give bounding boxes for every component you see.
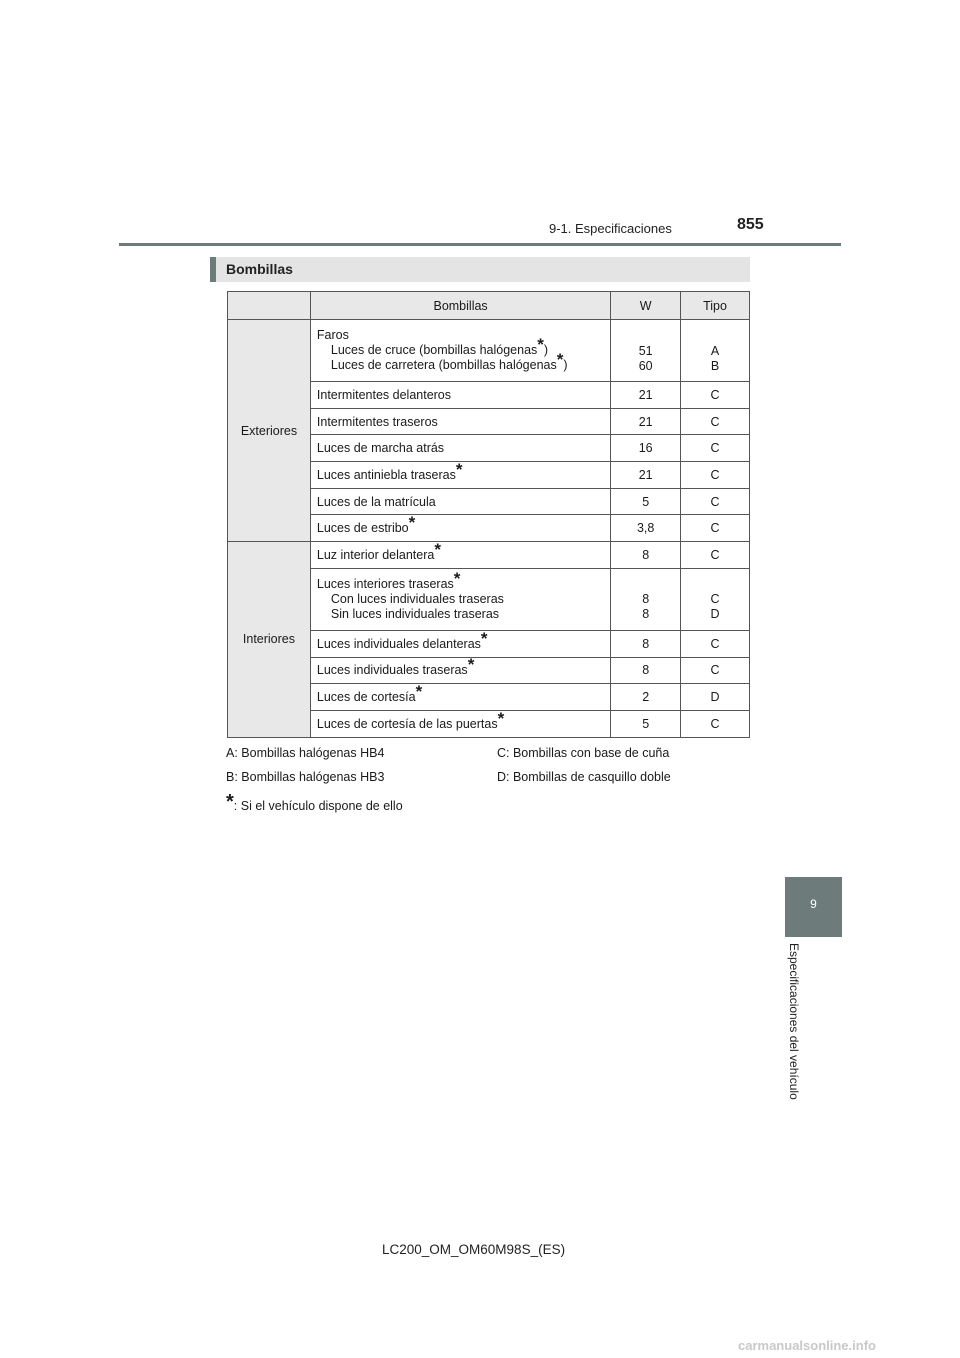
chapter-tab: [785, 943, 807, 1123]
bulb-name: [310, 320, 610, 382]
watt-cell: 8: [611, 542, 681, 569]
type-cell: C: [681, 542, 750, 569]
asterisk-mark: *: [455, 459, 463, 479]
group-cell-exteriores: Exteriores: [228, 320, 311, 542]
header-cell-bulbs: Bombillas: [310, 292, 610, 320]
asterisk-mark: *: [537, 335, 544, 354]
type-cell: C: [681, 515, 750, 542]
footnote: [226, 791, 403, 813]
bulb-name: Luces de marcha atrás: [310, 435, 610, 462]
watt-cell: 2: [611, 684, 681, 711]
header-cell-type: Tipo: [681, 292, 750, 320]
legend-a: A: Bombillas halógenas HB4: [226, 746, 385, 760]
chapter-tab-number: 9: [785, 877, 842, 937]
watt-cell: 16: [611, 435, 681, 462]
section-banner: [210, 257, 750, 282]
watt-cell: 8 8: [611, 568, 681, 630]
header-rule: [119, 243, 841, 246]
watt-cell: 21: [611, 462, 681, 489]
bulb-name: Luces de la matrícula: [310, 488, 610, 515]
bulb-name: [310, 568, 610, 630]
watermark: carmanualsonline.info: [738, 1338, 876, 1353]
header-cell-group: [228, 292, 311, 320]
bulb-line: Faros: [316, 328, 349, 342]
bulb-name: Luces de cortesía de las puertas*: [310, 710, 610, 737]
asterisk-mark: *: [480, 628, 488, 648]
bulbs-table: [227, 291, 750, 738]
type-cell: C: [681, 630, 750, 657]
table-row: [228, 320, 750, 382]
type-cell: C: [681, 710, 750, 737]
bulb-line: Con luces individuales traseras: [330, 591, 504, 606]
type-cell: D: [681, 684, 750, 711]
table-row: [228, 542, 750, 569]
bulb-line: Luces de carretera (bombillas halógenas*): [330, 350, 568, 372]
watt-cell: 21: [611, 408, 681, 435]
chapter-tab-label: Especificaciones del vehículo: [787, 943, 801, 1100]
asterisk-mark: *: [497, 708, 505, 728]
bulb-name: Intermitentes delanteros: [310, 382, 610, 409]
asterisk-mark: *: [408, 513, 416, 533]
asterisk-mark: *: [415, 682, 423, 702]
group-cell-interiores: Interiores: [228, 542, 311, 737]
asterisk-mark: *: [434, 539, 441, 559]
bulb-name: Luces individuales traseras*: [310, 657, 610, 684]
bulb-name: Luces de cortesía*: [310, 684, 610, 711]
footnote-text: : Si el vehículo dispone de ello: [233, 799, 403, 813]
asterisk-mark: *: [226, 791, 234, 813]
banner-accent: [210, 257, 216, 282]
banner-title: Bombillas: [226, 261, 293, 277]
asterisk-mark: *: [467, 655, 475, 675]
legend-b: B: Bombillas halógenas HB3: [226, 770, 385, 784]
page-number: 855: [737, 216, 764, 233]
watt-cell: 8: [611, 630, 681, 657]
watt-cell: 51 60: [611, 320, 681, 382]
type-cell: C D: [681, 568, 750, 630]
type-cell: C: [681, 382, 750, 409]
bulb-name: Luces individuales delanteras*: [310, 630, 610, 657]
section-title: 9-1. Especificaciones: [549, 221, 672, 236]
header-cell-watts: W: [611, 292, 681, 320]
bulb-name: Luces de estribo*: [310, 515, 610, 542]
bulb-name: Luz interior delantera*: [310, 542, 610, 569]
type-cell: C: [681, 657, 750, 684]
bulb-line: Sin luces individuales traseras: [330, 606, 500, 621]
watt-cell: 3,8: [611, 515, 681, 542]
asterisk-mark: *: [556, 350, 564, 369]
bulb-name: Luces antiniebla traseras*: [310, 462, 610, 489]
document-code: LC200_OM_OM60M98S_(ES): [382, 1242, 566, 1257]
type-cell: C: [681, 408, 750, 435]
asterisk-mark: *: [453, 568, 461, 588]
type-cell: A B: [681, 320, 750, 382]
legend-c: C: Bombillas con base de cuña: [497, 746, 670, 760]
bulb-line: Luces de cruce (bombillas halógenas*): [330, 335, 549, 357]
type-cell: C: [681, 488, 750, 515]
type-cell: C: [681, 462, 750, 489]
bulb-name: Intermitentes traseros: [310, 408, 610, 435]
legend-d: D: Bombillas de casquillo doble: [497, 770, 671, 784]
watt-cell: 5: [611, 710, 681, 737]
type-cell: C: [681, 435, 750, 462]
watt-cell: 5: [611, 488, 681, 515]
watt-cell: 8: [611, 657, 681, 684]
table-header-row: [228, 292, 750, 320]
watt-cell: 21: [611, 382, 681, 409]
bulb-line: Luces interiores traseras*: [316, 568, 461, 591]
